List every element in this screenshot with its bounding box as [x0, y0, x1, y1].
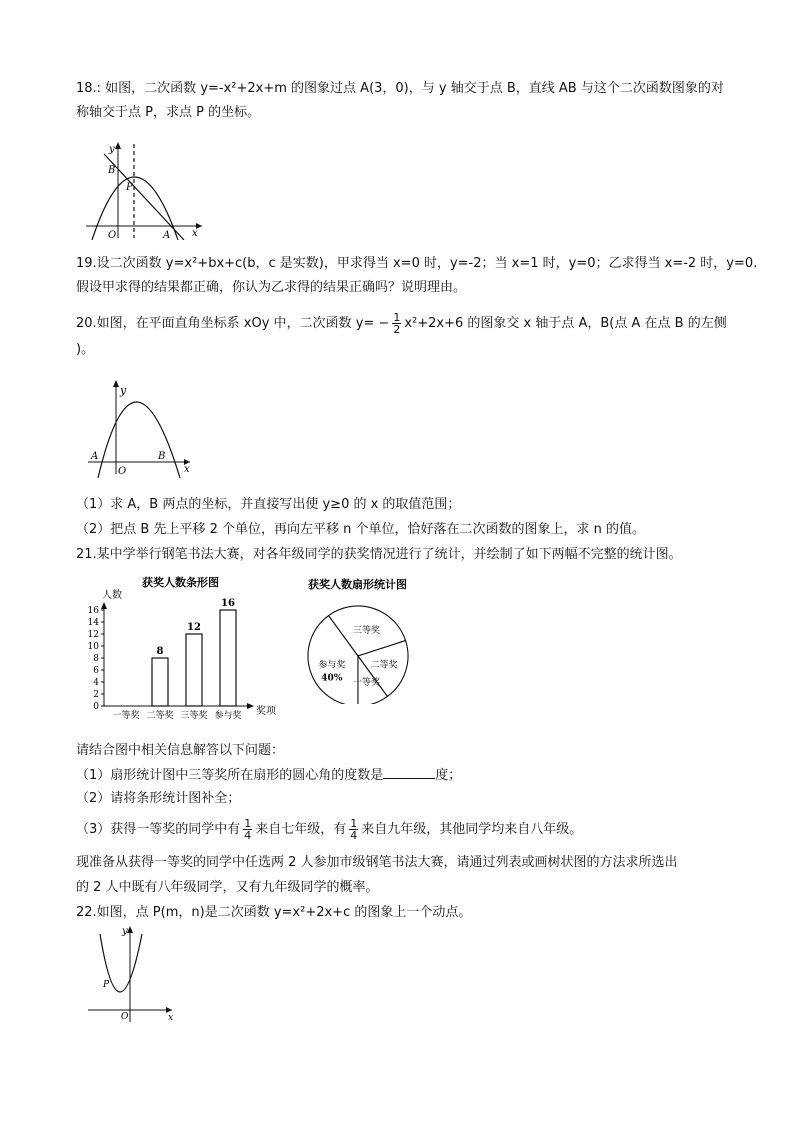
q21-frac-1-num: 1	[244, 817, 252, 830]
bar-chart-bars	[152, 598, 236, 706]
q20-label-o: O	[118, 466, 127, 477]
pie-chart	[300, 574, 430, 704]
bar-2	[152, 658, 168, 706]
q20-y-arrow	[113, 380, 119, 387]
q22-label-p: P	[103, 980, 110, 990]
q21-sub-1	[76, 766, 461, 785]
q18-figure	[86, 140, 206, 240]
q20-sub-2: （2）把点 B 先上平移 2 个单位，再向左平移 n 个单位，恰好落在二次函数的图象上，求 n 的值。	[76, 522, 645, 537]
pie-label: 参与奖	[318, 660, 346, 671]
q21-fraction-1	[243, 818, 252, 841]
bar-chart-title: 获奖人数条形图	[142, 576, 219, 589]
q18-y-arrow	[115, 142, 121, 149]
q18-label-x: x	[192, 228, 198, 239]
bar-chart	[84, 574, 284, 722]
pie-chart-title: 获奖人数扇形统计图	[308, 578, 407, 591]
q21-line-a: 现准备从获得一等奖的同学中任选两 2 人参加市级钢笔书法大赛，请通过列表或画树状图的方法求所选出	[76, 855, 678, 870]
bar-chart-y-arrow	[101, 602, 107, 609]
q18-label-a: A	[163, 230, 171, 240]
q20-line-1-post: x²+2x+6 的图象交 x 轴于点 A，B(点 A 在点 B 的左侧	[404, 316, 727, 331]
bar-chart-ytick-label: 0	[93, 702, 99, 712]
q22-label-x: x	[168, 1013, 174, 1023]
q21-sub-3-c: 来自九年级，其他同学均来自八年级。	[361, 822, 583, 837]
q21-sub-2: （2）请将条形统计图补全；	[76, 791, 241, 806]
bar-3	[186, 634, 202, 706]
q21-frac-1-den: 4	[244, 829, 252, 842]
bar-chart-ytick-label: 10	[87, 642, 99, 652]
q20-neg-sign: −	[378, 316, 390, 331]
q20-figure	[86, 378, 198, 478]
bar-chart-ytick-label: 2	[93, 690, 99, 700]
q20-label-x: x	[184, 464, 190, 475]
q20-frac-num: 1	[393, 311, 401, 324]
bar-4	[220, 610, 236, 706]
bar-chart-xlabel: 奖项	[256, 706, 276, 717]
q21-sub-1-pre: （1）扇形统计图中三等奖所在扇形的圆心角的度数是	[76, 768, 384, 783]
bar-chart-ylabel: 人数	[102, 590, 122, 601]
bar-value-label: 8	[156, 646, 164, 657]
q20-line-1-pre: 20.如图，在平面直角坐标系 xOy 中，二次函数 y=	[76, 316, 375, 331]
bar-chart-ytick-label: 8	[93, 654, 99, 664]
bar-chart-ytick-label: 6	[93, 666, 99, 676]
q22-label-o: O	[121, 1012, 129, 1022]
q22-line-1: 22.如图，点 P(m，n)是二次函数 y=x²+2x+c 的图象上一个动点。	[76, 905, 472, 920]
q20-parabola	[98, 402, 180, 478]
q18-label-o: O	[108, 230, 117, 240]
pie-value-label: 40%	[321, 673, 343, 684]
q21-line-1: 21.某中学举行钢笔书法大赛，对各年级同学的获奖情况进行了统计，并绘制了如下两幅不完整的统计图。	[76, 547, 682, 562]
q21-frac-2-den: 4	[350, 829, 358, 842]
q18-label-b: B	[108, 165, 116, 176]
q18-line-2: 称轴交于点 P，求点 P 的坐标。	[76, 105, 261, 120]
q20-label-a: A	[91, 451, 99, 462]
bar-chart-ytick-label: 16	[87, 606, 99, 616]
q22-y-arrow	[127, 926, 133, 933]
q21-prompt: 请结合图中相关信息解答以下问题：	[76, 743, 285, 758]
q22-figure	[86, 920, 186, 1024]
q18-label-p: P	[126, 182, 133, 193]
q20-frac-den: 2	[393, 323, 401, 336]
q18-line-ab	[104, 154, 184, 240]
q20-label-y: y	[120, 384, 127, 397]
pie-label: 一等奖	[352, 678, 381, 689]
q21-sub-3-b: 来自七年级，有	[255, 822, 347, 837]
q22-label-y: y	[122, 926, 128, 937]
q21-frac-2-num: 1	[350, 817, 358, 830]
bar-chart-x-arrow	[247, 703, 254, 709]
bar-value-label: 12	[187, 622, 201, 633]
q18-label-y: y	[109, 144, 115, 155]
pie-chart-slices	[308, 606, 408, 704]
bar-chart-ytick-label: 14	[87, 618, 99, 628]
q19-line-2: 假设甲求得的结果都正确，你认为乙求得的结果正确吗？说明理由。	[76, 280, 467, 295]
pie-label: 三等奖	[352, 625, 381, 636]
bar-chart-category-label: 二等奖	[146, 711, 174, 721]
answer-blank[interactable]	[383, 766, 435, 779]
bar-chart-categories	[112, 709, 241, 721]
bar-chart-category-label: 参与奖	[214, 711, 242, 721]
bar-chart-ticks	[88, 606, 104, 712]
q21-fraction-2	[349, 818, 358, 841]
q21-sub-3	[76, 818, 582, 841]
q21-sub-1-post: 度；	[435, 768, 462, 783]
q20-label-b: B	[158, 451, 166, 462]
q21-line-b: 的 2 人中既有八年级同学，又有九年级同学的概率。	[76, 880, 379, 895]
bar-chart-ytick-label: 12	[87, 630, 99, 640]
bar-chart-ytick-label: 4	[93, 678, 99, 688]
bar-value-label: 16	[221, 598, 235, 609]
bar-chart-category-label: 一等奖	[112, 711, 140, 721]
bar-chart-category-label: 三等奖	[180, 711, 208, 721]
q20-sub-1: （1）求 A，B 两点的坐标，并直接写出使 y≥0 的 x 的取值范围；	[76, 497, 461, 512]
q20-line-1	[76, 312, 727, 335]
q18-line-1: 18.: 如图，二次函数 y=-x²+2x+m 的图象过点 A(3，0)，与 y 轴交于点 B，直线 AB 与这个二次函数图象的对	[76, 81, 724, 96]
q19-line-1: 19.设二次函数 y=x²+bx+c(b，c 是实数)，甲求得当 x=0 时，y=-2；当 x=1 时，y=0；乙求得当 x=-2 时，y=0.	[76, 256, 758, 271]
q20-fraction	[392, 312, 401, 335]
q21-sub-3-a: （3）获得一等奖的同学中有	[76, 822, 241, 837]
pie-label: 二等奖	[370, 660, 398, 671]
q20-line-2: )。	[76, 342, 95, 357]
